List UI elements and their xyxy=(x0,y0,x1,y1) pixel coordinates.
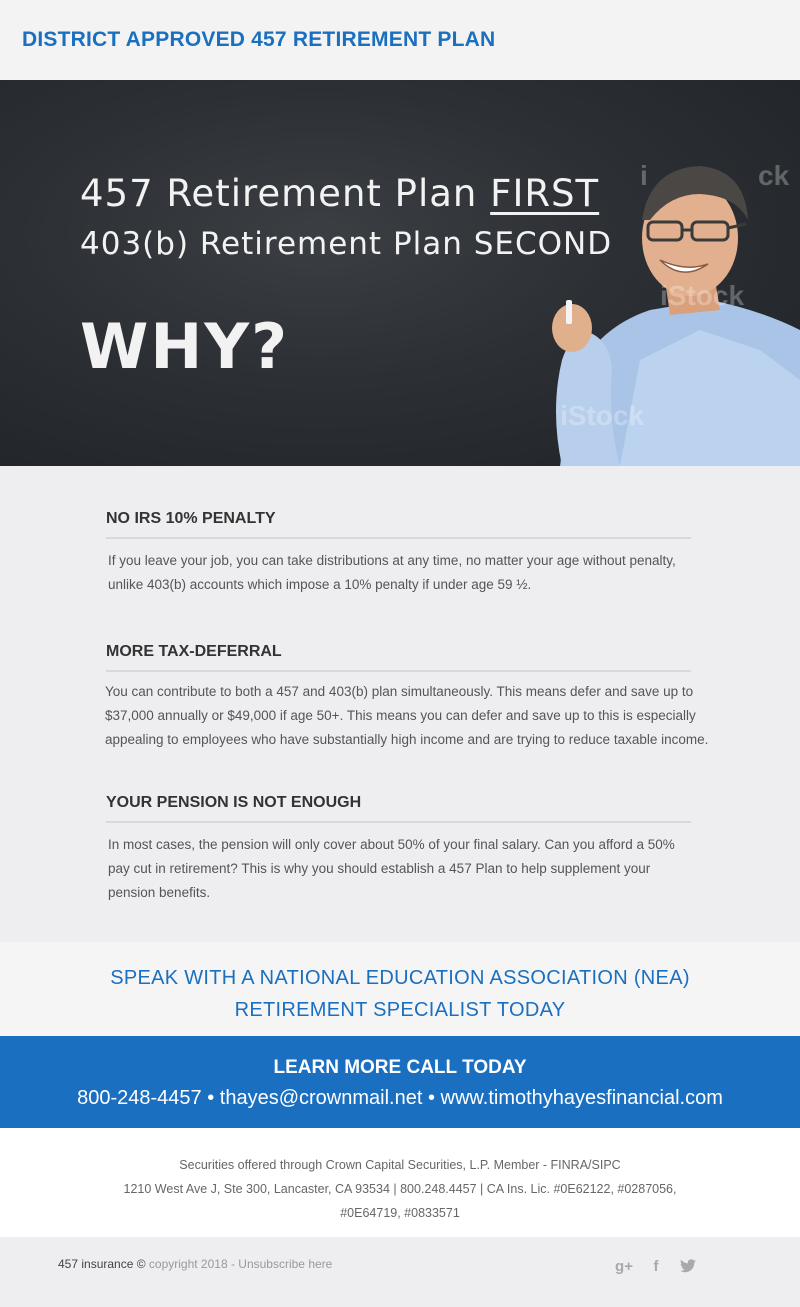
legal-line-1: Securities offered through Crown Capital Securities, L.P. Member - FINRA/SIPC xyxy=(179,1158,621,1172)
contact-line xyxy=(0,1082,800,1114)
stock-watermark: ck xyxy=(758,160,790,191)
footer-brand: 457 insurance © xyxy=(58,1257,146,1271)
cta-line-2: RETIREMENT SPECIALIST TODAY xyxy=(234,999,566,1021)
website-link[interactable]: www.timothyhayesfinancial.com xyxy=(440,1087,723,1109)
social-icons xyxy=(616,1257,696,1275)
call-title: LEARN MORE CALL TODAY xyxy=(273,1057,527,1078)
section-heading: YOUR PENSION IS NOT ENOUGH xyxy=(106,794,691,823)
benefit-section xyxy=(105,643,709,752)
stock-watermark: i xyxy=(640,160,648,191)
phone-link[interactable]: 800-248-4457 xyxy=(77,1087,202,1109)
google-plus-icon[interactable]: g+ xyxy=(615,1257,633,1275)
unsubscribe-link[interactable]: Unsubscribe here xyxy=(238,1257,333,1271)
specialist-cta xyxy=(0,942,800,1036)
footer-copyright xyxy=(58,1257,332,1271)
hero-line-1-prefix: 457 Retirement Plan xyxy=(80,172,491,215)
hero-line-2: 403(b) Retirement Plan SECOND xyxy=(80,226,613,262)
section-heading: NO IRS 10% PENALTY xyxy=(106,510,691,539)
cta-line-1: SPEAK WITH A NATIONAL EDUCATION ASSOCIATION (NEA) xyxy=(110,967,690,989)
email-link[interactable]: thayes@crownmail.net xyxy=(219,1087,423,1109)
call-bar xyxy=(0,1036,800,1128)
separator: • xyxy=(201,1087,220,1109)
header xyxy=(0,0,800,80)
hero-why: WHY? xyxy=(80,310,290,383)
copyright-text: copyright 2018 - xyxy=(145,1257,239,1271)
benefits-content xyxy=(0,466,800,905)
footer xyxy=(0,1237,800,1307)
stock-watermark: iStock xyxy=(660,280,745,311)
section-body: In most cases, the pension will only cover about 50% of your final salary. Can you afford a 50% pay cut in retirement? This is why you should establish a 457 Plan to help supplement your pension benefits. xyxy=(108,837,675,900)
section-body: You can contribute to both a 457 and 403(b) plan simultaneously. This means defer and save up to $37,000 annually or $49,000 if age 50+. This means you can defer and save up to this is especially appealing to employees who have substantially high income and are trying to reduce taxable income. xyxy=(105,684,709,747)
benefit-section xyxy=(106,794,691,905)
section-body: If you leave your job, you can take distributions at any time, no matter your age without penalty, unlike 403(b) accounts which impose a 10% penalty if under age 59 ½. xyxy=(108,553,676,592)
hero-line-1-emphasis: FIRST xyxy=(490,172,600,215)
legal-disclaimer xyxy=(0,1128,800,1237)
hero-banner xyxy=(0,80,800,466)
teacher-photo xyxy=(500,160,800,466)
page-title: DISTRICT APPROVED 457 RETIREMENT PLAN xyxy=(22,28,496,51)
benefit-section xyxy=(106,510,691,597)
facebook-icon[interactable]: f xyxy=(653,1257,659,1275)
legal-line-2: 1210 West Ave J, Ste 300, Lancaster, CA 93534 | 800.248.4457 | CA Ins. Lic. #0E62122, #0287056, #0E64719, #0833571 xyxy=(123,1182,677,1220)
section-heading: MORE TAX-DEFERRAL xyxy=(106,643,691,672)
separator: • xyxy=(422,1087,441,1109)
stock-watermark: iStock xyxy=(560,400,645,431)
twitter-icon[interactable] xyxy=(680,1257,696,1275)
